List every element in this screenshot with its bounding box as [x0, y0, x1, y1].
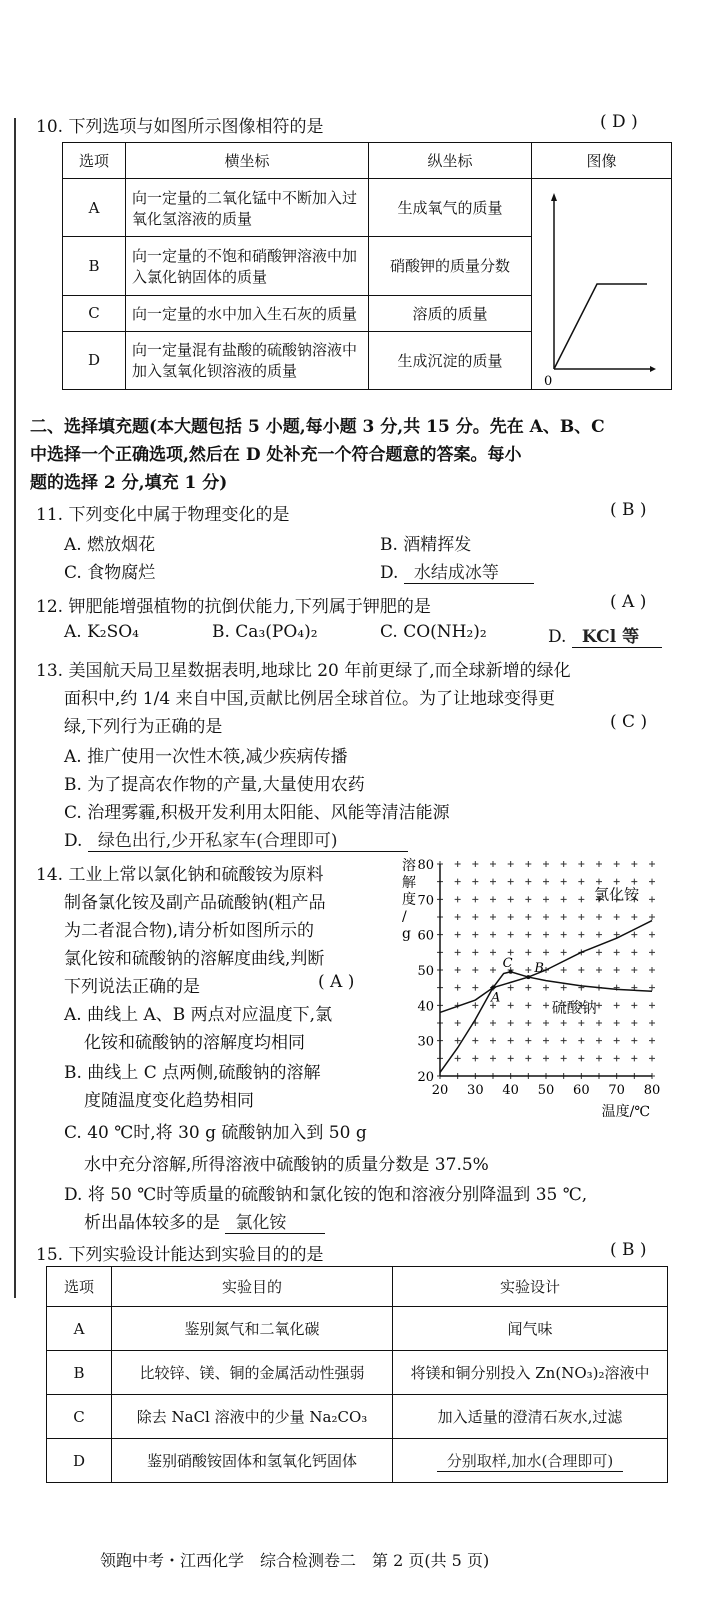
section2-heading-line1: 二、选择填充题(本大题包括 5 小题,每小题 3 分,共 15 分。先在 A、B、C	[30, 417, 605, 437]
q10-row-c-option: C	[63, 295, 126, 331]
grid-mark	[578, 896, 584, 902]
grid-mark	[649, 932, 655, 938]
x-axis-label: 温度/℃	[601, 1104, 650, 1120]
series-label: 硫酸钠	[551, 998, 597, 1017]
grid-mark	[649, 1020, 655, 1026]
grid-mark	[561, 1038, 567, 1044]
q11-option-a: A. 燃放烟花	[64, 535, 156, 555]
q10-answer: ( D )	[600, 112, 638, 132]
grid-mark	[543, 1002, 549, 1008]
series-label: 氯化铵	[594, 885, 640, 904]
grid-mark	[649, 861, 655, 867]
grid-mark	[649, 1002, 655, 1008]
q15-header-design: 实验设计	[393, 1267, 668, 1307]
q14-stem-line3: 为二者混合物),请分析如图所示的	[64, 921, 315, 941]
grid-mark	[455, 932, 461, 938]
point-label: B	[534, 961, 544, 977]
grid-mark	[596, 1038, 602, 1044]
grid-mark	[614, 949, 620, 955]
y-axis-label: 溶	[402, 858, 416, 874]
grid-mark	[543, 1055, 549, 1061]
point-B	[526, 975, 530, 979]
grid-mark	[631, 879, 637, 885]
q10-row-a-option: A	[63, 179, 126, 237]
page-footer: 领跑中考・江西化学 综合检测卷二 第 2 页(共 5 页)	[100, 1551, 490, 1570]
page-margin-line	[14, 118, 16, 1298]
grid-mark	[455, 949, 461, 955]
grid-mark	[561, 985, 567, 991]
grid-mark	[614, 967, 620, 973]
q15-row-b-goal: 比较锌、镁、铜的金属活动性强弱	[112, 1351, 393, 1395]
q14-fill-answer: 氯化铵	[225, 1208, 325, 1234]
grid-mark	[455, 967, 461, 973]
q10-header-y: 纵坐标	[369, 143, 532, 179]
grid-mark	[508, 861, 514, 867]
q10-graph-x-arrow	[650, 366, 656, 372]
grid-mark	[596, 1055, 602, 1061]
x-tick-label: 60	[573, 1083, 590, 1098]
grid-mark	[472, 861, 478, 867]
q14-option-d-line1: D. 将 50 ℃时等质量的硫酸钠和氯化铵的饱和溶液分别降温到 35 ℃,	[64, 1185, 588, 1205]
q10-graph	[542, 179, 662, 389]
grid-mark	[525, 1002, 531, 1008]
q14-option-b-line2: 度随温度变化趋势相同	[84, 1091, 254, 1111]
grid-mark	[578, 1038, 584, 1044]
grid-mark	[596, 861, 602, 867]
y-axis-label: 解	[402, 875, 416, 891]
grid-mark	[649, 949, 655, 955]
grid-mark	[561, 949, 567, 955]
grid-mark	[455, 896, 461, 902]
grid-mark	[578, 879, 584, 885]
q14-stem-line1: 14. 工业上常以氯化钠和硫酸铵为原料	[36, 865, 324, 885]
grid-mark	[455, 861, 461, 867]
grid-mark	[596, 949, 602, 955]
q12-option-b: B. Ca₃(PO₄)₂	[212, 622, 318, 642]
q10-header-graph: 图像	[532, 143, 672, 179]
grid-mark	[578, 1020, 584, 1026]
point-A	[491, 986, 495, 990]
grid-mark	[508, 1020, 514, 1026]
q10-row-a-y: 生成氧气的质量	[369, 179, 532, 237]
q11-option-d	[380, 558, 534, 584]
grid-mark	[596, 967, 602, 973]
q10-row-b-x: 向一定量的不饱和硝酸钾溶液中加入氯化钠固体的质量	[126, 237, 369, 295]
q15-stem: 15. 下列实验设计能达到实验目的的是	[36, 1245, 324, 1265]
y-tick-label: 50	[417, 964, 434, 979]
grid-mark	[543, 932, 549, 938]
grid-mark	[543, 1038, 549, 1044]
grid-mark	[543, 896, 549, 902]
grid-mark	[614, 1038, 620, 1044]
grid-mark	[649, 1038, 655, 1044]
q10-table	[62, 142, 672, 390]
x-tick-label: 80	[643, 1083, 661, 1098]
grid-mark	[525, 1020, 531, 1026]
q14-option-d-text: 析出晶体较多的是	[84, 1213, 220, 1233]
grid-mark	[525, 932, 531, 938]
q13-stem-line2: 面积中,约 1/4 来自中国,贡献比例居全球首位。为了让地球变得更	[64, 689, 555, 709]
grid-mark	[578, 1055, 584, 1061]
x-tick-label: 20	[431, 1083, 449, 1098]
q10-stem: 10. 下列选项与如图所示图像相符的是	[36, 117, 324, 137]
grid-mark	[596, 1002, 602, 1008]
grid-mark	[649, 879, 655, 885]
grid-mark	[490, 1020, 496, 1026]
grid-mark	[561, 932, 567, 938]
q15-row-b-option: B	[47, 1351, 112, 1395]
q15-answer: ( B )	[610, 1240, 647, 1260]
grid-mark	[508, 949, 514, 955]
grid-mark	[596, 879, 602, 885]
grid-mark	[472, 1055, 478, 1061]
grid-mark	[472, 1002, 478, 1008]
q11-stem: 11. 下列变化中属于物理变化的是	[36, 505, 290, 525]
grid-mark	[455, 914, 461, 920]
grid-mark	[631, 914, 637, 920]
grid-mark	[525, 914, 531, 920]
q15-row-a-design: 闻气味	[393, 1307, 668, 1351]
q15-row-c-design: 加入适量的澄清石灰水,过滤	[393, 1395, 668, 1439]
q15-table	[46, 1266, 668, 1483]
y-tick-label: 70	[417, 893, 434, 909]
q15-fill-answer: 分别取样,加水(合理即可)	[437, 1450, 623, 1472]
q15-row-c-option: C	[47, 1395, 112, 1439]
q10-row-d-option: D	[63, 331, 126, 389]
q15-row-d-goal: 鉴别硝酸铵固体和氢氧化钙固体	[112, 1439, 393, 1483]
q13-fill-answer: 绿色出行,少开私家车(合理即可)	[88, 826, 408, 852]
y-axis-label: 度	[402, 892, 416, 908]
grid-mark	[614, 861, 620, 867]
grid-mark	[543, 879, 549, 885]
q14-stem-line5: 下列说法正确的是	[64, 977, 200, 997]
q13-option-d	[64, 826, 408, 852]
grid-mark	[472, 932, 478, 938]
q14-answer: ( A )	[318, 972, 355, 992]
grid-mark	[649, 914, 655, 920]
q14-option-c-line1: C. 40 ℃时,将 30 g 硫酸钠加入到 50 g	[64, 1123, 367, 1143]
q14-option-a-line2: 化铵和硫酸钠的溶解度均相同	[84, 1033, 305, 1053]
q10-graph-curve	[554, 284, 647, 369]
grid-mark	[508, 1002, 514, 1008]
grid-mark	[525, 949, 531, 955]
grid-mark	[455, 1020, 461, 1026]
grid-mark	[614, 914, 620, 920]
q13-stem-line1: 13. 美国航天局卫星数据表明,地球比 20 年前更绿了,而全球新增的绿化	[36, 661, 571, 681]
grid-mark	[578, 932, 584, 938]
grid-mark	[508, 896, 514, 902]
grid-mark	[543, 949, 549, 955]
grid-mark	[631, 967, 637, 973]
grid-mark	[490, 879, 496, 885]
grid-mark	[490, 1055, 496, 1061]
q10-graph-y-arrow	[551, 193, 557, 201]
grid-mark	[472, 914, 478, 920]
q10-row-d-x: 向一定量混有盐酸的硫酸钠溶液中加入氢氧化钡溶液的质量	[126, 331, 369, 389]
grid-mark	[631, 861, 637, 867]
grid-mark	[561, 914, 567, 920]
grid-mark	[525, 985, 531, 991]
grid-mark	[578, 914, 584, 920]
grid-mark	[508, 985, 514, 991]
grid-mark	[614, 1002, 620, 1008]
q10-row-d-y: 生成沉淀的质量	[369, 331, 532, 389]
q10-graph-origin: 0	[543, 374, 552, 389]
grid-mark	[472, 1038, 478, 1044]
q10-row-c-y: 溶质的质量	[369, 295, 532, 331]
q13-option-d-label: D.	[64, 831, 83, 851]
grid-mark	[649, 967, 655, 973]
grid-mark	[631, 1020, 637, 1026]
grid-mark	[490, 949, 496, 955]
q13-stem-line3: 绿,下列行为正确的是	[64, 717, 223, 737]
grid-mark	[631, 1038, 637, 1044]
grid-mark	[561, 879, 567, 885]
q15-row-d-design	[393, 1439, 668, 1483]
grid-mark	[525, 861, 531, 867]
q12-option-a: A. K₂SO₄	[64, 622, 139, 642]
q11-option-c: C. 食物腐烂	[64, 563, 156, 583]
grid-mark	[543, 914, 549, 920]
grid-mark	[614, 1055, 620, 1061]
grid-mark	[631, 1002, 637, 1008]
grid-mark	[561, 1020, 567, 1026]
y-tick-label: 30	[417, 1034, 434, 1050]
grid-mark	[543, 985, 549, 991]
q15-row-b-design: 将镁和铜分别投入 Zn(NO₃)₂溶液中	[393, 1351, 668, 1395]
q14-option-b-line1: B. 曲线上 C 点两侧,硫酸钠的溶解	[64, 1063, 321, 1083]
grid-mark	[508, 914, 514, 920]
grid-mark	[472, 879, 478, 885]
y-tick-label: 20	[417, 1070, 434, 1085]
grid-mark	[631, 1055, 637, 1061]
q13-option-c: C. 治理雾霾,积极开发利用太阳能、风能等清洁能源	[64, 803, 450, 823]
grid-mark	[472, 949, 478, 955]
grid-mark	[490, 914, 496, 920]
y-axis-label: /	[402, 909, 407, 925]
q13-option-a: A. 推广使用一次性木筷,减少疾病传播	[64, 747, 348, 767]
q12-stem: 12. 钾肥能增强植物的抗倒伏能力,下列属于钾肥的是	[36, 597, 431, 617]
q12-fill-answer: KCl 等	[572, 622, 662, 648]
q10-row-b-y: 硝酸钾的质量分数	[369, 237, 532, 295]
q14-option-a-line1: A. 曲线上 A、B 两点对应温度下,氯	[64, 1005, 333, 1025]
q13-answer: ( C )	[610, 712, 648, 732]
q15-row-c-goal: 除去 NaCl 溶液中的少量 Na₂CO₃	[112, 1395, 393, 1439]
q10-row-a-x: 向一定量的二氧化锰中不断加入过氧化氢溶液的质量	[126, 179, 369, 237]
grid-mark	[455, 1055, 461, 1061]
grid-mark	[490, 896, 496, 902]
solubility-chart	[388, 850, 688, 1150]
grid-mark	[455, 1038, 461, 1044]
grid-mark	[649, 896, 655, 902]
q11-answer: ( B )	[610, 500, 647, 520]
q10-header-option: 选项	[63, 143, 126, 179]
q13-option-b: B. 为了提高农作物的产量,大量使用农药	[64, 775, 365, 795]
section2-heading-line2: 中选择一个正确选项,然后在 D 处补充一个符合题意的答案。每小	[30, 445, 522, 465]
grid-mark	[472, 896, 478, 902]
grid-mark	[472, 985, 478, 991]
grid-mark	[578, 861, 584, 867]
point-label: C	[502, 955, 513, 971]
x-tick-label: 70	[608, 1083, 625, 1098]
grid-mark	[455, 879, 461, 885]
grid-mark	[490, 1038, 496, 1044]
q15-row-a-option: A	[47, 1307, 112, 1351]
q15-header-option: 选项	[47, 1267, 112, 1307]
grid-mark	[525, 896, 531, 902]
grid-mark	[614, 879, 620, 885]
grid-mark	[631, 932, 637, 938]
x-tick-label: 40	[502, 1083, 519, 1098]
grid-mark	[649, 985, 655, 991]
q10-row-b-option: B	[63, 237, 126, 295]
q12-option-d-label: D.	[548, 627, 567, 647]
y-axis-label: g	[402, 926, 411, 942]
grid-mark	[490, 967, 496, 973]
x-tick-label: 30	[467, 1083, 484, 1098]
grid-mark	[596, 1020, 602, 1026]
grid-mark	[472, 967, 478, 973]
q14-option-d-line2	[84, 1208, 325, 1234]
q14-option-c-line2: 水中充分溶解,所得溶液中硫酸钠的质量分数是 37.5%	[84, 1155, 489, 1175]
q10-graph-cell	[532, 179, 672, 390]
grid-mark	[455, 985, 461, 991]
grid-mark	[508, 1038, 514, 1044]
grid-mark	[525, 1038, 531, 1044]
grid-mark	[596, 914, 602, 920]
section2-heading-line3: 题的选择 2 分,填充 1 分)	[30, 473, 228, 493]
q11-option-d-label: D.	[380, 563, 399, 583]
grid-mark	[614, 1020, 620, 1026]
grid-mark	[561, 1055, 567, 1061]
q10-row-c-x: 向一定量的水中加入生石灰的质量	[126, 295, 369, 331]
grid-mark	[508, 1055, 514, 1061]
q15-header-goal: 实验目的	[112, 1267, 393, 1307]
q15-row-a-goal: 鉴别氮气和二氧化碳	[112, 1307, 393, 1351]
q12-answer: ( A )	[610, 592, 647, 612]
grid-mark	[631, 949, 637, 955]
grid-mark	[561, 967, 567, 973]
q15-row-d-option: D	[47, 1439, 112, 1483]
q10-header-x: 横坐标	[126, 143, 369, 179]
grid-mark	[490, 861, 496, 867]
grid-mark	[525, 967, 531, 973]
q14-stem-line2: 制备氯化铵及副产品硫酸钠(粗产品	[64, 893, 326, 913]
grid-mark	[525, 879, 531, 885]
q11-option-b: B. 酒精挥发	[380, 535, 472, 555]
grid-mark	[508, 932, 514, 938]
q12-option-d	[548, 622, 662, 648]
q11-fill-answer: 水结成冰等	[404, 558, 534, 584]
grid-mark	[543, 861, 549, 867]
grid-mark	[543, 1020, 549, 1026]
grid-mark	[596, 932, 602, 938]
point-label: A	[491, 990, 501, 1006]
grid-mark	[561, 896, 567, 902]
y-tick-label: 60	[417, 928, 434, 944]
grid-mark	[578, 967, 584, 973]
y-tick-label: 40	[417, 999, 434, 1015]
grid-mark	[649, 1055, 655, 1061]
x-tick-label: 50	[537, 1083, 555, 1098]
grid-mark	[490, 932, 496, 938]
grid-mark	[525, 1055, 531, 1061]
grid-mark	[561, 861, 567, 867]
q12-option-c: C. CO(NH₂)₂	[380, 622, 487, 642]
grid-mark	[508, 879, 514, 885]
q14-stem-line4: 氯化铵和硫酸钠的溶解度曲线,判断	[64, 949, 325, 969]
y-tick-label: 80	[417, 858, 434, 873]
